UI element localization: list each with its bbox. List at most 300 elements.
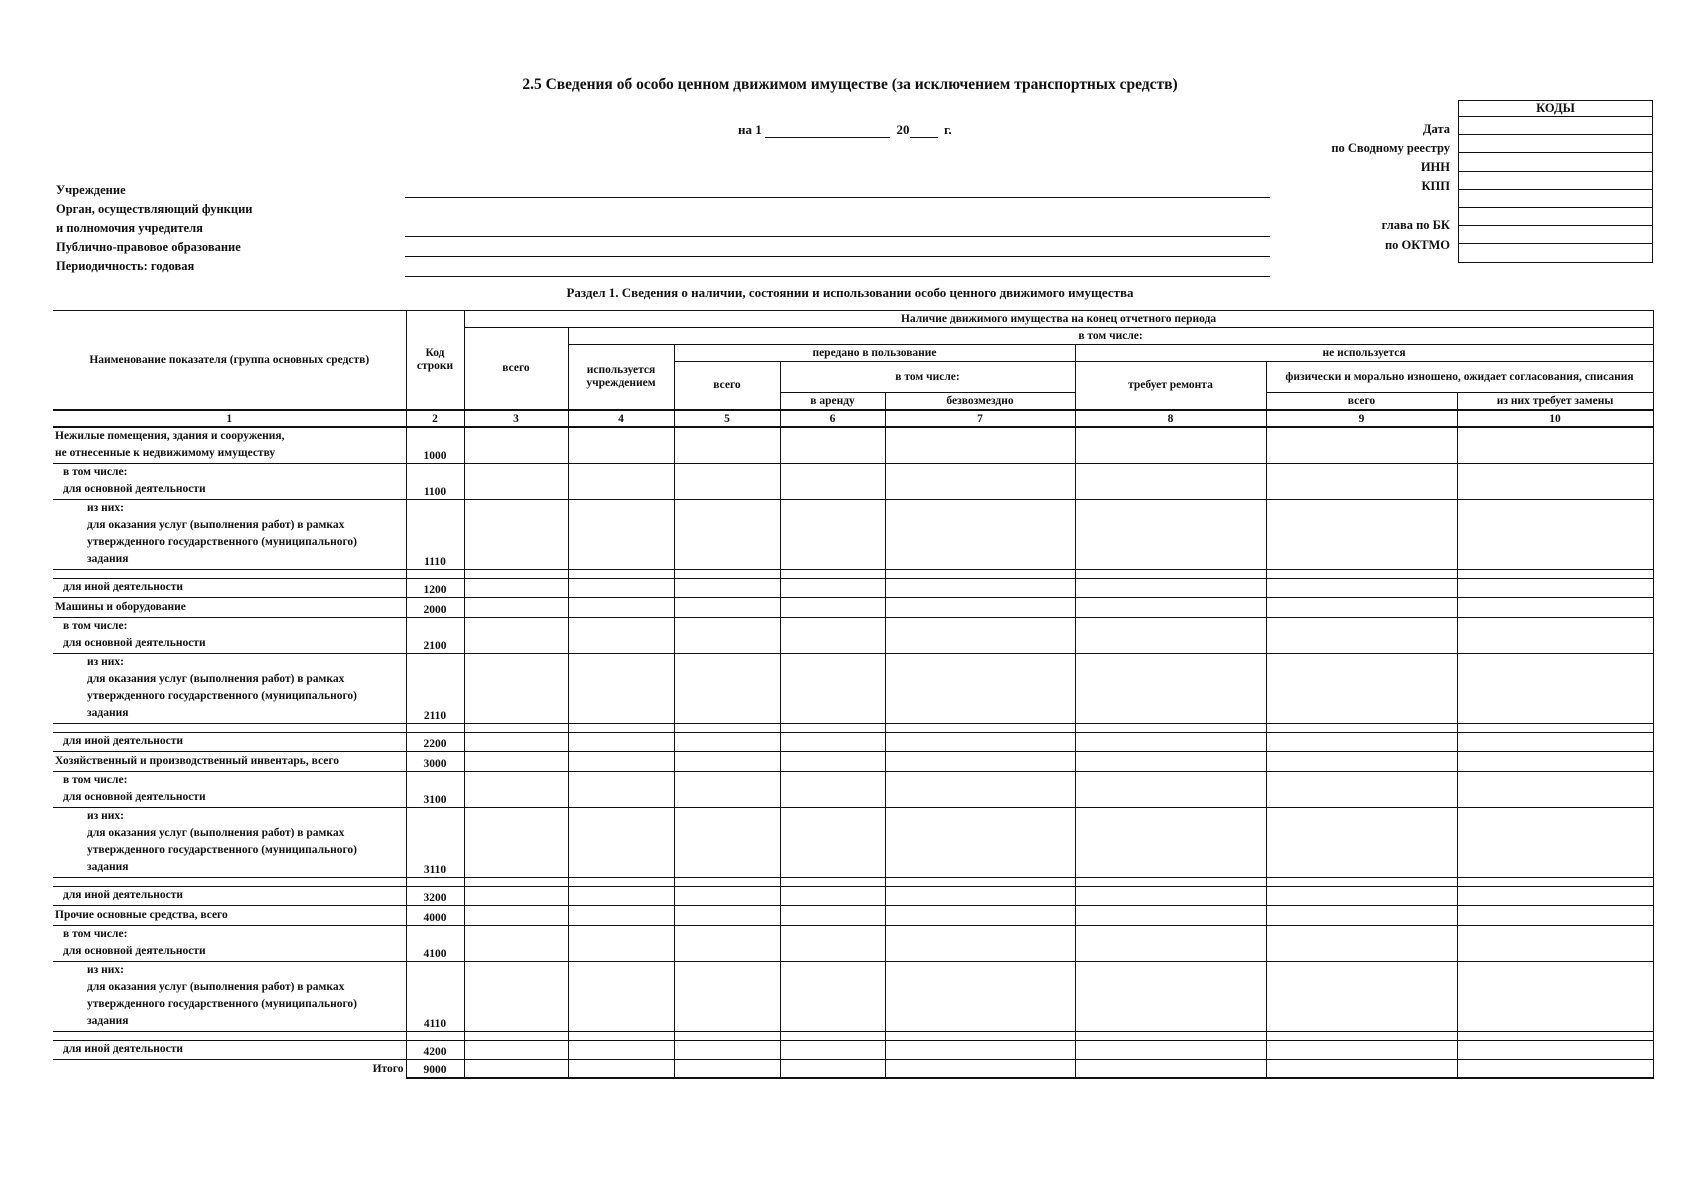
row-name-line: для основной деятельности [63, 791, 206, 803]
total-label: Итого [53, 1060, 406, 1078]
code-cell-bk[interactable] [1459, 207, 1653, 225]
value-cell[interactable] [885, 500, 1075, 570]
codes-box [1458, 100, 1653, 263]
value-cell[interactable] [568, 733, 674, 752]
value-cell[interactable] [1457, 772, 1653, 808]
value-cell[interactable] [885, 579, 1075, 598]
value-cell[interactable] [1266, 598, 1457, 618]
value-cell[interactable] [674, 906, 780, 926]
value-cell[interactable] [1075, 500, 1266, 570]
col-num: 6 [780, 410, 885, 427]
value-cell[interactable] [464, 598, 568, 618]
spacer-cell [568, 570, 674, 579]
row-name [53, 500, 406, 570]
property-table [53, 310, 1654, 1079]
value-cell[interactable] [885, 427, 1075, 464]
total-value-cell[interactable] [885, 1060, 1075, 1078]
section-title: Раздел 1. Сведения о наличии, состоянии и использовании особо ценного движимого имущества [566, 285, 1134, 300]
organ-label-line1: Орган, осуществляющий функции [56, 202, 253, 216]
row-name [53, 926, 406, 962]
value-cell[interactable] [885, 808, 1075, 878]
row-code: 3000 [406, 752, 464, 772]
value-cell[interactable] [1266, 654, 1457, 724]
row-name-line: Нежилые помещения, здания и сооружения, [55, 430, 285, 442]
row-name-line: в том числе: [63, 466, 128, 478]
row-name-line: в том числе: [63, 774, 128, 786]
row-name-line: задания [87, 707, 129, 719]
value-cell[interactable] [674, 733, 780, 752]
value-cell[interactable] [464, 618, 568, 654]
value-cell[interactable] [568, 772, 674, 808]
value-cell[interactable] [780, 962, 885, 1032]
spacer-cell [780, 724, 885, 733]
value-cell[interactable] [885, 926, 1075, 962]
value-cell[interactable] [1266, 808, 1457, 878]
spacer-cell [1457, 878, 1653, 887]
value-cell[interactable] [1457, 579, 1653, 598]
value-cell[interactable] [464, 906, 568, 926]
row-name-line: в том числе: [63, 620, 128, 632]
row-code: 1100 [406, 464, 464, 500]
row-name [53, 618, 406, 654]
value-cell[interactable] [464, 926, 568, 962]
value-cell[interactable] [674, 962, 780, 1032]
value-cell[interactable] [1266, 887, 1457, 906]
row-code: 1200 [406, 579, 464, 598]
institution-field-line[interactable] [405, 197, 1270, 198]
table-row [53, 427, 1653, 464]
table-row [53, 733, 1653, 752]
value-cell[interactable] [1266, 962, 1457, 1032]
table-row [53, 500, 1653, 570]
code-cell-registry[interactable] [1459, 135, 1653, 153]
value-cell[interactable] [885, 887, 1075, 906]
spacer-cell [1266, 724, 1457, 733]
value-cell[interactable] [780, 427, 885, 464]
header-free: безвозмездно [885, 393, 1075, 411]
value-cell[interactable] [1457, 464, 1653, 500]
row-code: 2100 [406, 618, 464, 654]
value-cell[interactable] [780, 752, 885, 772]
periodicity-field-line [405, 276, 1270, 277]
value-cell[interactable] [1075, 579, 1266, 598]
value-cell[interactable] [780, 598, 885, 618]
spacer-cell [568, 878, 674, 887]
spacer-cell [1075, 1032, 1266, 1041]
value-cell[interactable] [780, 1041, 885, 1060]
spacer-cell [406, 570, 464, 579]
value-cell[interactable] [1266, 906, 1457, 926]
organ-field-line[interactable] [405, 236, 1270, 237]
total-value-cell[interactable] [674, 1060, 780, 1078]
institution-label: Учреждение [56, 183, 126, 197]
code-cell-inn[interactable] [1459, 153, 1653, 171]
value-cell[interactable] [1075, 598, 1266, 618]
value-cell[interactable] [1266, 733, 1457, 752]
codes-label-kpp: КПП [1421, 179, 1450, 193]
row-code: 3100 [406, 772, 464, 808]
value-cell[interactable] [674, 500, 780, 570]
row-name [53, 598, 406, 618]
row-name-line: не отнесенные к недвижимому имуществу [55, 447, 276, 459]
col-num: 3 [464, 410, 568, 427]
value-cell[interactable] [1075, 654, 1266, 724]
value-cell[interactable] [1457, 500, 1653, 570]
row-code: 4110 [406, 962, 464, 1032]
value-cell[interactable] [464, 1041, 568, 1060]
value-cell[interactable] [885, 906, 1075, 926]
value-cell[interactable] [780, 618, 885, 654]
value-cell[interactable] [885, 464, 1075, 500]
spacer-cell [1075, 724, 1266, 733]
header-used: используется учреждением [568, 345, 674, 411]
row-name-line: для оказания услуг (выполнения работ) в рамках [87, 827, 345, 839]
row-name-line: в том числе: [63, 928, 128, 940]
row-code: 3200 [406, 887, 464, 906]
row-name [53, 906, 406, 926]
spacer-cell [780, 570, 885, 579]
row-code: 1110 [406, 500, 464, 570]
spacer-cell [568, 1032, 674, 1041]
value-cell[interactable] [674, 752, 780, 772]
codes-label-bk: глава по БК [1381, 218, 1450, 232]
value-cell[interactable] [674, 579, 780, 598]
organ-label-line2: и полномочия учредителя [56, 221, 203, 235]
row-name-line: из них: [87, 810, 124, 822]
value-cell[interactable] [1457, 962, 1653, 1032]
value-cell[interactable] [674, 808, 780, 878]
total-value-cell[interactable] [1457, 1060, 1653, 1078]
row-name-line: для иной деятельности [63, 735, 184, 747]
value-cell[interactable] [1266, 427, 1457, 464]
row-name [53, 427, 406, 464]
spacer-row [53, 878, 1653, 887]
col-num: 9 [1266, 410, 1457, 427]
value-cell[interactable] [1075, 733, 1266, 752]
spacer-row [53, 724, 1653, 733]
col-num: 5 [674, 410, 780, 427]
col-num: 2 [406, 410, 464, 427]
header-transferred: передано в пользование [674, 345, 1075, 362]
date-line [738, 122, 952, 138]
row-name-line: Машины и оборудование [55, 601, 186, 613]
value-cell[interactable] [1075, 752, 1266, 772]
value-cell[interactable] [780, 579, 885, 598]
value-cell[interactable] [464, 808, 568, 878]
value-cell[interactable] [1075, 808, 1266, 878]
value-cell[interactable] [1457, 808, 1653, 878]
value-cell[interactable] [568, 500, 674, 570]
row-name-line: утвержденного государственного (муниципального) [87, 690, 358, 702]
codes-label-oktmo: по ОКТМО [1384, 238, 1450, 252]
col-num: 4 [568, 410, 674, 427]
spacer-cell [885, 570, 1075, 579]
form-title: 2.5 Сведения об особо ценном движимом имуществе (за исключением транспортных средств) [522, 76, 1178, 93]
date-prefix: на 1 [738, 122, 762, 137]
code-cell-oktmo[interactable] [1459, 226, 1653, 244]
row-name-line: для иной деятельности [63, 1043, 184, 1055]
value-cell[interactable] [568, 579, 674, 598]
row-name [53, 752, 406, 772]
value-cell[interactable] [1075, 926, 1266, 962]
value-cell[interactable] [568, 618, 674, 654]
value-cell[interactable] [885, 1041, 1075, 1060]
spacer-cell [1457, 724, 1653, 733]
value-cell[interactable] [568, 654, 674, 724]
value-cell[interactable] [464, 772, 568, 808]
spacer-cell [568, 724, 674, 733]
total-value-cell[interactable] [464, 1060, 568, 1078]
total-value-cell[interactable] [780, 1060, 885, 1078]
value-cell[interactable] [674, 427, 780, 464]
spacer-cell [1266, 878, 1457, 887]
row-name-line: Хозяйственный и производственный инвентарь, всего [55, 755, 340, 767]
header-needs-replacement: из них требует замены [1457, 393, 1653, 411]
value-cell[interactable] [780, 808, 885, 878]
row-name [53, 808, 406, 878]
header-transferred-total: всего [674, 362, 780, 411]
row-code: 2000 [406, 598, 464, 618]
code-cell-blank[interactable] [1459, 189, 1653, 207]
spacer-cell [53, 878, 406, 887]
value-cell[interactable] [1457, 887, 1653, 906]
total-code: 9000 [406, 1060, 464, 1078]
value-cell[interactable] [1457, 906, 1653, 926]
value-cell[interactable] [568, 427, 674, 464]
value-cell[interactable] [674, 654, 780, 724]
value-cell[interactable] [1457, 598, 1653, 618]
codes-label-registry: по Сводному реестру [1331, 141, 1450, 155]
value-cell[interactable] [568, 962, 674, 1032]
spacer-cell [674, 1032, 780, 1041]
col-num: 8 [1075, 410, 1266, 427]
row-name [53, 579, 406, 598]
codes-label-inn: ИНН [1420, 160, 1450, 174]
table-row [53, 654, 1653, 724]
spacer-cell [1457, 1032, 1653, 1041]
value-cell[interactable] [780, 887, 885, 906]
value-cell[interactable] [1075, 906, 1266, 926]
value-cell[interactable] [674, 926, 780, 962]
row-name-line: утвержденного государственного (муниципального) [87, 536, 358, 548]
value-cell[interactable] [885, 654, 1075, 724]
value-cell[interactable] [1457, 427, 1653, 464]
value-cell[interactable] [885, 598, 1075, 618]
value-cell[interactable] [568, 887, 674, 906]
value-cell[interactable] [885, 733, 1075, 752]
row-code: 3110 [406, 808, 464, 878]
value-cell[interactable] [674, 772, 780, 808]
value-cell[interactable] [1266, 752, 1457, 772]
spacer-row [53, 570, 1653, 579]
row-name-line: для оказания услуг (выполнения работ) в рамках [87, 981, 345, 993]
row-name [53, 464, 406, 500]
spacer-cell [406, 1032, 464, 1041]
value-cell[interactable] [1075, 427, 1266, 464]
value-cell[interactable] [568, 926, 674, 962]
row-name [53, 962, 406, 1032]
value-cell[interactable] [464, 427, 568, 464]
spacer-cell [464, 724, 568, 733]
table-row [53, 772, 1653, 808]
value-cell[interactable] [1457, 1041, 1653, 1060]
table-row [53, 464, 1653, 500]
value-cell[interactable] [1266, 579, 1457, 598]
value-cell[interactable] [1266, 464, 1457, 500]
value-cell[interactable] [464, 962, 568, 1032]
value-cell[interactable] [464, 464, 568, 500]
total-value-cell[interactable] [1075, 1060, 1266, 1078]
spacer-cell [1075, 878, 1266, 887]
row-code: 1000 [406, 427, 464, 464]
table-row [53, 579, 1653, 598]
value-cell[interactable] [780, 926, 885, 962]
value-cell[interactable] [1075, 618, 1266, 654]
row-name-line: задания [87, 861, 129, 873]
value-cell[interactable] [464, 579, 568, 598]
value-cell[interactable] [674, 598, 780, 618]
value-cell[interactable] [1075, 772, 1266, 808]
spacer-cell [406, 878, 464, 887]
value-cell[interactable] [885, 772, 1075, 808]
total-value-cell[interactable] [568, 1060, 674, 1078]
spacer-cell [674, 724, 780, 733]
code-cell-kpp[interactable] [1459, 171, 1653, 189]
value-cell[interactable] [674, 464, 780, 500]
value-cell[interactable] [568, 906, 674, 926]
value-cell[interactable] [885, 962, 1075, 1032]
code-cell-date[interactable] [1459, 117, 1653, 135]
table-row [53, 962, 1653, 1032]
value-cell[interactable] [1075, 962, 1266, 1032]
code-cell-extra[interactable] [1459, 244, 1653, 262]
header-including: в том числе: [568, 328, 1653, 345]
value-cell[interactable] [1457, 733, 1653, 752]
year-prefix: 20 [896, 122, 910, 137]
value-cell[interactable] [780, 772, 885, 808]
header-code: Код строки [406, 311, 464, 411]
date-field[interactable] [765, 137, 890, 138]
value-cell[interactable] [780, 500, 885, 570]
spacer-cell [1266, 570, 1457, 579]
row-name-line: для основной деятельности [63, 945, 206, 957]
value-cell[interactable] [780, 733, 885, 752]
spacer-cell [406, 724, 464, 733]
value-cell[interactable] [780, 654, 885, 724]
total-row [53, 1060, 1653, 1078]
row-name [53, 733, 406, 752]
value-cell[interactable] [1266, 500, 1457, 570]
value-cell[interactable] [1457, 618, 1653, 654]
value-cell[interactable] [568, 464, 674, 500]
value-cell[interactable] [568, 598, 674, 618]
table-row [53, 887, 1653, 906]
value-cell[interactable] [1075, 464, 1266, 500]
row-name-line: для оказания услуг (выполнения работ) в рамках [87, 673, 345, 685]
codes-title: КОДЫ [1459, 101, 1653, 117]
row-name-line: утвержденного государственного (муниципального) [87, 844, 358, 856]
value-cell[interactable] [885, 752, 1075, 772]
row-name [53, 1041, 406, 1060]
spacer-cell [53, 724, 406, 733]
value-cell[interactable] [780, 906, 885, 926]
header-needs-repair: требует ремонта [1075, 362, 1266, 411]
spacer-cell [464, 878, 568, 887]
spacer-cell [885, 1032, 1075, 1041]
public-entity-label: Публично-правовое образование [56, 240, 241, 254]
value-cell[interactable] [1266, 1041, 1457, 1060]
table-row [53, 808, 1653, 878]
value-cell[interactable] [1266, 618, 1457, 654]
row-name-line: из них: [87, 656, 124, 668]
table-row [53, 618, 1653, 654]
spacer-row [53, 1032, 1653, 1041]
header-not-used: не используется [1075, 345, 1653, 362]
codes-label-date: Дата [1422, 122, 1450, 136]
value-cell[interactable] [464, 887, 568, 906]
spacer-cell [464, 570, 568, 579]
spacer-cell [53, 570, 406, 579]
row-code: 2110 [406, 654, 464, 724]
spacer-cell [885, 878, 1075, 887]
value-cell[interactable] [464, 752, 568, 772]
year-field[interactable] [910, 137, 938, 138]
periodicity-label: Периодичность: годовая [56, 259, 195, 273]
col-num: 1 [53, 410, 406, 427]
value-cell[interactable] [568, 808, 674, 878]
table-row [53, 926, 1653, 962]
value-cell[interactable] [1266, 772, 1457, 808]
table-row [53, 598, 1653, 618]
row-name [53, 887, 406, 906]
value-cell[interactable] [885, 618, 1075, 654]
row-name-line: утвержденного государственного (муниципального) [87, 998, 358, 1010]
date-suffix: г. [944, 122, 952, 137]
total-value-cell[interactable] [1266, 1060, 1457, 1078]
value-cell[interactable] [1457, 654, 1653, 724]
spacer-cell [780, 1032, 885, 1041]
value-cell[interactable] [464, 654, 568, 724]
row-name-line: из них: [87, 964, 124, 976]
value-cell[interactable] [1075, 887, 1266, 906]
value-cell[interactable] [1457, 926, 1653, 962]
table-row [53, 752, 1653, 772]
public-entity-field-line[interactable] [405, 256, 1270, 257]
table-body [53, 427, 1653, 1078]
row-code: 4100 [406, 926, 464, 962]
value-cell[interactable] [674, 1041, 780, 1060]
value-cell[interactable] [674, 887, 780, 906]
spacer-cell [1266, 1032, 1457, 1041]
col-num: 10 [1457, 410, 1653, 427]
value-cell[interactable] [1266, 926, 1457, 962]
row-name-line: задания [87, 553, 129, 565]
value-cell[interactable] [780, 464, 885, 500]
spacer-cell [1075, 570, 1266, 579]
row-name-line: для иной деятельности [63, 889, 184, 901]
value-cell[interactable] [1457, 752, 1653, 772]
value-cell[interactable] [568, 1041, 674, 1060]
value-cell[interactable] [464, 733, 568, 752]
row-name-line: из них: [87, 502, 124, 514]
spacer-cell [674, 570, 780, 579]
row-name-line: Прочие основные средства, всего [55, 909, 228, 921]
value-cell[interactable] [1075, 1041, 1266, 1060]
value-cell[interactable] [464, 500, 568, 570]
value-cell[interactable] [568, 752, 674, 772]
row-name-line: для основной деятельности [63, 483, 206, 495]
value-cell[interactable] [674, 618, 780, 654]
